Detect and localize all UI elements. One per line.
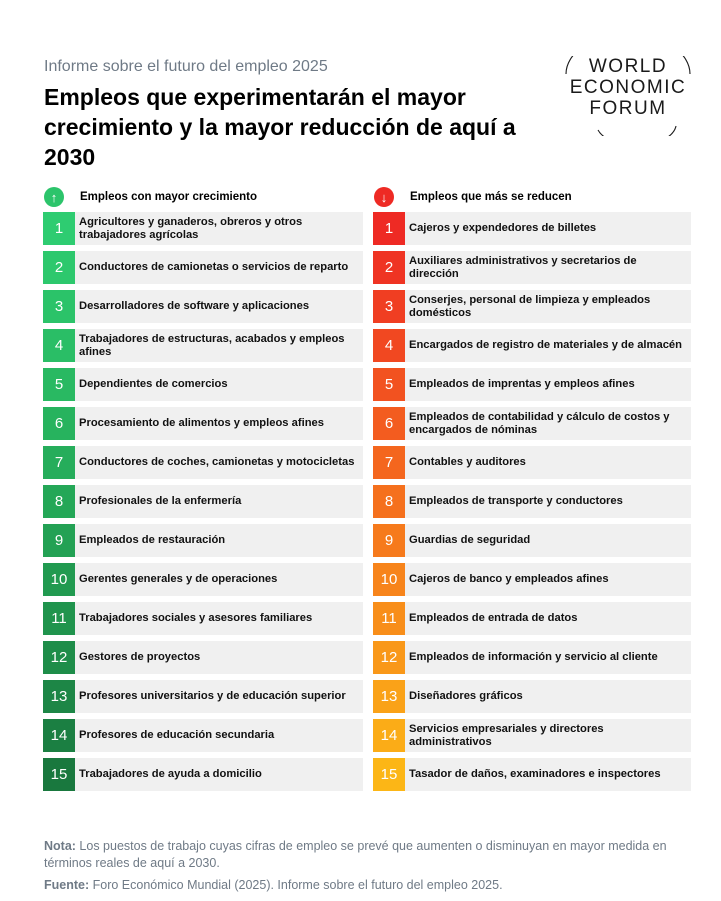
- job-label: Encargados de registro de materiales y de almacén: [409, 339, 682, 351]
- list-item: [373, 602, 691, 635]
- source-label: Fuente:: [44, 878, 90, 892]
- rank-badge: 2: [43, 251, 75, 284]
- job-label: Trabajadores de ayuda a domicilio: [79, 768, 262, 780]
- list-item: [373, 719, 691, 752]
- job-label: Profesores de educación secundaria: [79, 729, 275, 741]
- list-item: [43, 485, 363, 518]
- rank-badge: 8: [43, 485, 75, 518]
- list-item: [373, 407, 691, 440]
- note-text: Los puestos de trabajo cuyas cifras de empleo se prevé que aumenten o disminuyan en mayor medida en términos reales de aquí a 2030.: [44, 839, 667, 870]
- logo-line-world: WORLD: [588, 56, 668, 77]
- job-label: Dependientes de comercios: [79, 378, 228, 390]
- rank-badge: 10: [43, 563, 75, 596]
- job-label: Conserjes, personal de limpieza y empleados domésticos: [409, 293, 651, 319]
- job-label: Agricultores y ganaderos, obreros y otros trabajadores agrícolas: [79, 215, 303, 241]
- list-item: [373, 212, 691, 245]
- list-item: [43, 719, 363, 752]
- decline-column: [373, 184, 691, 797]
- rank-badge: 13: [373, 680, 405, 713]
- arrow-up-icon: ↑: [44, 187, 64, 207]
- rank-badge: 5: [373, 368, 405, 401]
- rank-badge: 7: [373, 446, 405, 479]
- page-title: Empleos que experimentarán el mayor crecimiento y la mayor reducción de aquí a 2030: [44, 84, 516, 170]
- list-item: [43, 368, 363, 401]
- decline-heading-label: Empleos que más se reducen: [410, 191, 572, 203]
- job-label: Trabajadores de estructuras, acabados y empleos afines: [79, 332, 345, 358]
- list-item: [43, 641, 363, 674]
- growth-heading-label: Empleos con mayor crecimiento: [80, 191, 258, 203]
- rank-badge: 4: [373, 329, 405, 362]
- rank-badge: 11: [43, 602, 75, 635]
- arrow-down-icon: ↓: [374, 187, 394, 207]
- page-kicker: Informe sobre el futuro del empleo 2025: [44, 58, 328, 75]
- list-item: [373, 251, 691, 284]
- list-item: [43, 680, 363, 713]
- job-label: Trabajadores sociales y asesores familiares: [79, 612, 313, 624]
- job-label: Diseñadores gráficos: [409, 690, 523, 702]
- rank-badge: 2: [373, 251, 405, 284]
- growth-heading: [43, 184, 363, 210]
- rank-badge: 12: [43, 641, 75, 674]
- wef-logo: [558, 56, 698, 119]
- job-label: Empleados de entrada de datos: [409, 612, 578, 624]
- list-item: [43, 602, 363, 635]
- list-item: [373, 680, 691, 713]
- rank-badge: 1: [373, 212, 405, 245]
- job-label: Empleados de transporte y conductores: [409, 495, 623, 507]
- growth-list: [43, 212, 363, 791]
- list-item: [373, 290, 691, 323]
- source-line: [44, 878, 503, 892]
- footnote: [44, 838, 684, 872]
- job-label: Servicios empresariales y directores administrativos: [409, 722, 604, 748]
- job-label: Conductores de camionetas o servicios de reparto: [79, 261, 349, 273]
- job-label: Empleados de restauración: [79, 534, 226, 546]
- rank-badge: 6: [373, 407, 405, 440]
- job-label: Gestores de proyectos: [79, 651, 201, 663]
- list-item: [373, 446, 691, 479]
- rank-badge: 11: [373, 602, 405, 635]
- rank-badge: 6: [43, 407, 75, 440]
- source-text: Foro Económico Mundial (2025). Informe sobre el futuro del empleo 2025.: [89, 878, 503, 892]
- rank-badge: 3: [373, 290, 405, 323]
- rank-badge: 7: [43, 446, 75, 479]
- list-item: [43, 212, 363, 245]
- rank-badge: 10: [373, 563, 405, 596]
- rank-badge: 13: [43, 680, 75, 713]
- list-item: [373, 329, 691, 362]
- rank-badge: 15: [43, 758, 75, 791]
- job-label: Empleados de imprentas y empleos afines: [409, 378, 635, 390]
- job-label: Contables y auditores: [409, 456, 526, 468]
- list-item: [373, 368, 691, 401]
- job-label: Guardias de seguridad: [409, 534, 531, 546]
- list-item: [43, 407, 363, 440]
- job-label: Profesionales de la enfermería: [79, 495, 242, 507]
- rank-badge: 3: [43, 290, 75, 323]
- job-label: Tasador de daños, examinadores e inspectores: [409, 768, 661, 780]
- rank-badge: 15: [373, 758, 405, 791]
- rank-badge: 14: [43, 719, 75, 752]
- list-item: [43, 290, 363, 323]
- list-item: [43, 563, 363, 596]
- rank-badge: 9: [373, 524, 405, 557]
- rank-badge: 4: [43, 329, 75, 362]
- job-label: Gerentes generales y de operaciones: [79, 573, 278, 585]
- list-item: [373, 524, 691, 557]
- list-item: [43, 251, 363, 284]
- growth-column: [43, 184, 363, 797]
- list-item: [43, 446, 363, 479]
- rank-badge: 14: [373, 719, 405, 752]
- rank-badge: 12: [373, 641, 405, 674]
- job-label: Desarrolladores de software y aplicaciones: [79, 300, 310, 312]
- job-label: Empleados de información y servicio al cliente: [409, 651, 658, 663]
- job-label: Procesamiento de alimentos y empleos afines: [79, 417, 324, 429]
- list-item: [373, 563, 691, 596]
- list-item: [373, 485, 691, 518]
- job-label: Empleados de contabilidad y cálculo de costos y encargados de nóminas: [409, 410, 670, 436]
- job-label: Conductores de coches, camionetas y motocicletas: [79, 456, 355, 468]
- rank-badge: 5: [43, 368, 75, 401]
- list-item: [43, 329, 363, 362]
- logo-arc-icon: [558, 56, 698, 136]
- job-label: Profesores universitarios y de educación superior: [79, 690, 346, 702]
- note-label: Nota:: [44, 839, 76, 853]
- rank-badge: 1: [43, 212, 75, 245]
- logo-line-forum: FORUM: [589, 98, 667, 119]
- list-item: [43, 524, 363, 557]
- decline-heading: [373, 184, 691, 210]
- job-label: Auxiliares administrativos y secretarios de dirección: [409, 254, 637, 280]
- list-item: [373, 641, 691, 674]
- job-label: Cajeros y expendedores de billetes: [409, 222, 597, 234]
- logo-line-economic: ECONOMIC: [569, 77, 687, 98]
- rank-badge: 8: [373, 485, 405, 518]
- rank-badge: 9: [43, 524, 75, 557]
- job-label: Cajeros de banco y empleados afines: [409, 573, 609, 585]
- list-item: [373, 758, 691, 791]
- decline-list: [373, 212, 691, 791]
- list-item: [43, 758, 363, 791]
